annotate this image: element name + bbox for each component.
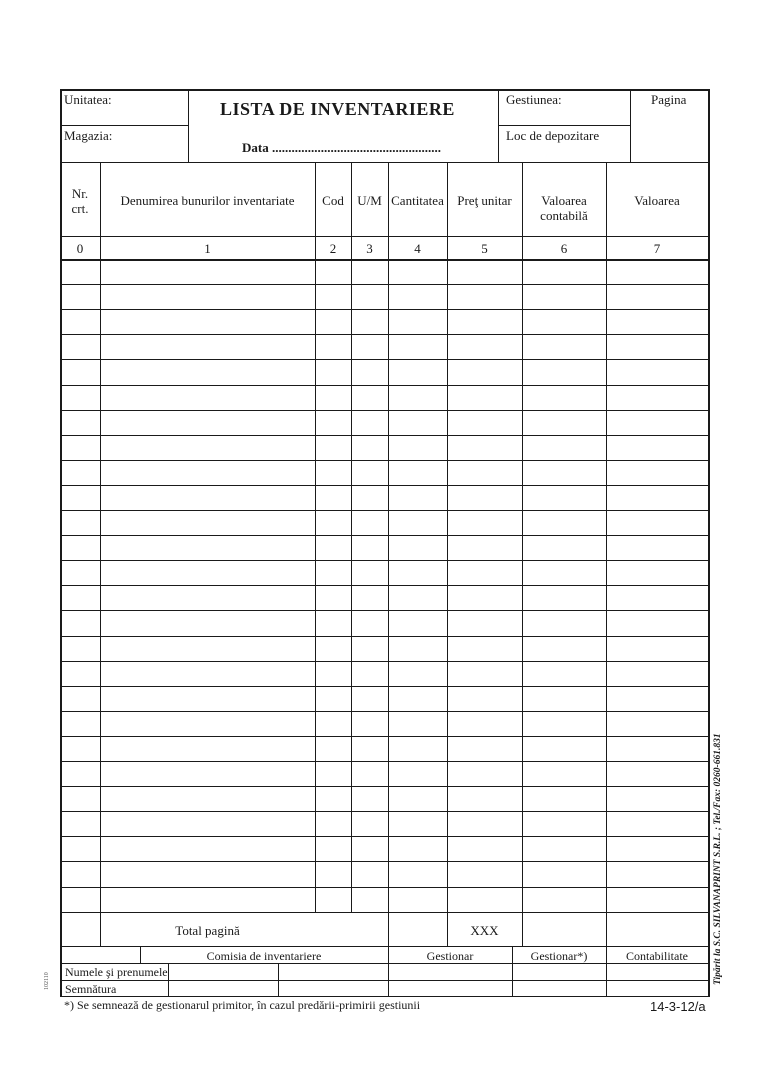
table-row-line [60,861,708,862]
table-row-line [60,560,708,561]
total-page-label: Total pagină [175,923,240,938]
manager-star-label: Gestionar*) [530,949,588,963]
printer-credit: Tipărit la S.C. SILVANAPRINT S.R.L. ; Tel./Fax: 0260-661.831 [713,733,723,985]
column-header-unit-price: Preţ unitar [457,193,512,208]
column-header-code: Cod [322,193,344,208]
table-row-line [60,887,708,888]
form-code: 14-3-12/a [650,999,706,1014]
column-header-book-value-line1: Valoarea [541,193,587,208]
column-header-bottom [60,236,708,237]
grid-line-v [315,162,316,912]
table-row-line [60,711,708,712]
grid-line-v [606,162,607,946]
grid-line-v [388,162,389,946]
column-number-6: 6 [560,241,568,256]
table-row-line [60,410,708,411]
table-row-line [60,610,708,611]
warehouse-label: Magazia: [64,128,113,143]
frame-bottom [60,996,710,997]
total-xxx-marker: XXX [470,923,499,938]
column-header-value: Valoarea [634,193,680,208]
totals-bottom [60,946,708,947]
table-row-line [60,836,708,837]
column-header-book-value [522,193,606,223]
column-header-nr-line1: Nr. [71,186,89,201]
grid-line-v [168,963,169,997]
table-row-line [60,786,708,787]
accounting-label: Contabilitate [626,949,688,963]
grid-line-v [447,162,448,946]
footnote: *) Se semnează de gestionarul primitor, în cazul predării-primirii gestiunii [64,998,421,1012]
table-row-line [60,661,708,662]
grid-line-v [522,162,523,946]
table-row-line [60,359,708,360]
header-bottom [60,162,708,163]
table-row-line [60,284,708,285]
grid-line-v [188,89,189,162]
column-header-name: Denumirea bunurilor inventariate [120,193,295,208]
grid-line-v [606,946,607,997]
grid-line-h [60,963,708,964]
column-number-4: 4 [414,241,421,256]
grid-line-h [60,980,708,981]
column-header-um: U/M [357,193,382,208]
column-header-nr-line2: crt. [71,201,89,216]
name-row-label: Numele şi prenumele [65,965,168,979]
table-row-line [60,686,708,687]
table-row-line [60,811,708,812]
column-number-3: 3 [366,241,373,256]
table-row-line [60,535,708,536]
column-number-0: 0 [76,241,84,256]
manager-label: Gestionar [426,949,474,963]
frame-right [708,89,710,997]
table-row-line [60,736,708,737]
table-row-line [60,510,708,511]
small-print-code: 102110 [44,972,50,990]
column-number-5: 5 [481,241,488,256]
table-row-line [60,435,708,436]
column-header-book-value-line2: contabilă [540,208,588,223]
table-row-line [60,334,708,335]
grid-line-v [140,946,141,963]
management-label: Gestiunea: [506,92,562,107]
form-title: LISTA DE INVENTARIERE [220,99,455,119]
grid-line-v [630,89,631,162]
column-number-2: 2 [329,241,337,256]
grid-line-v [278,963,279,997]
grid-line-v [388,946,389,997]
grid-line-h [498,125,630,126]
table-row-line [60,309,708,310]
column-header-quantity: Cantitatea [391,193,444,208]
storage-location-label: Loc de depozitare [506,128,600,143]
column-number-bottom [60,259,708,261]
unit-label: Unitatea: [64,92,112,107]
table-row-line [60,460,708,461]
commission-label: Comisia de inventariere [206,949,322,963]
grid-line-v [512,946,513,997]
grid-line-v [351,162,352,912]
column-number-7: 7 [653,241,661,256]
date-field: Data .................................................... [242,140,441,155]
table-row-line [60,636,708,637]
column-number-1: 1 [204,241,211,256]
page-label: Pagina [651,92,687,107]
column-header-nr [60,186,100,216]
grid-line-h [60,125,188,126]
frame-top [60,89,710,91]
table-row-line [60,761,708,762]
grid-line-v [100,162,101,946]
table-row-line [60,385,708,386]
table-row-line [60,912,708,913]
table-row-line [60,585,708,586]
signature-row-label: Semnătura [65,982,117,996]
table-row-line [60,485,708,486]
